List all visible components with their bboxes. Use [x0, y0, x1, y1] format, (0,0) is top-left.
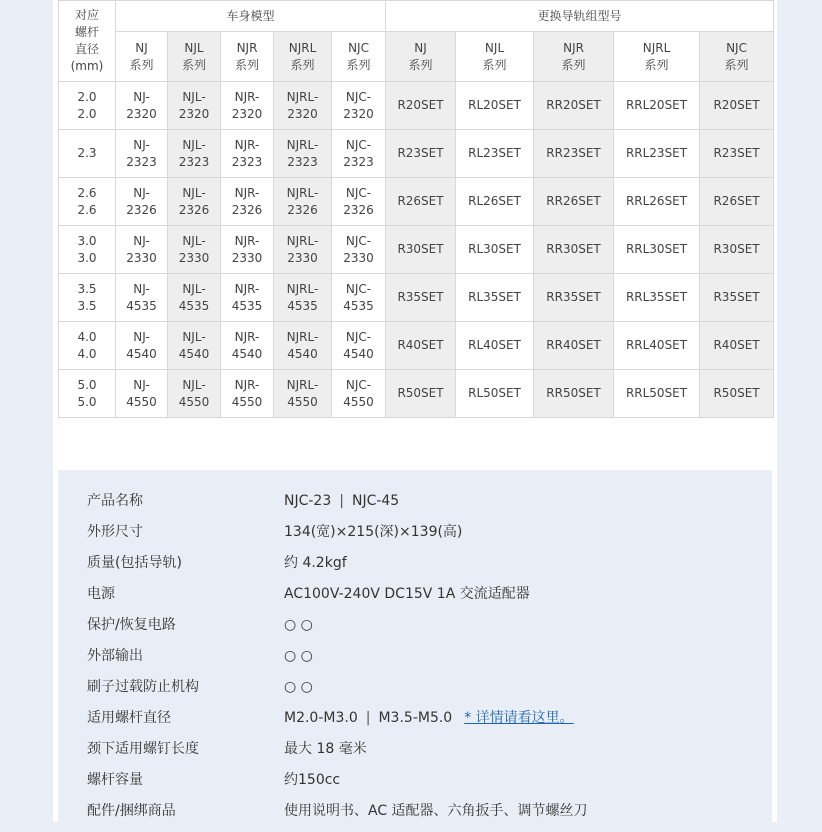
- rail-set-cell: RL20SET: [456, 82, 534, 130]
- body-model-cell: NJC- 4550: [332, 370, 386, 418]
- rail-set-cell: R50SET: [700, 370, 774, 418]
- subheader-rail-series: NJC 系列: [700, 32, 774, 82]
- body-model-cell: NJR- 4535: [221, 274, 274, 322]
- subheader-body-series: NJ 系列: [116, 32, 168, 82]
- diameter-cell: 2.0 2.0: [59, 82, 116, 130]
- body-model-cell: NJL- 4535: [168, 274, 221, 322]
- spec-dimensions: 外形尺寸 134(宽)×215(深)×139(高): [87, 524, 463, 540]
- spec-capacity: 螺杆容量 约150cc: [87, 772, 341, 788]
- rail-set-cell: RR20SET: [534, 82, 614, 130]
- subheader-body-series: NJR 系列: [221, 32, 274, 82]
- body-model-cell: NJL- 4550: [168, 370, 221, 418]
- subheader-rail-series: NJ 系列: [386, 32, 456, 82]
- body-model-cell: NJRL- 4550: [274, 370, 332, 418]
- subheader-rail-series: NJR 系列: [534, 32, 614, 82]
- body-model-cell: NJ- 4550: [116, 370, 168, 418]
- rail-set-cell: RRL35SET: [614, 274, 700, 322]
- rail-set-cell: R26SET: [386, 178, 456, 226]
- body-model-cell: NJC- 2326: [332, 178, 386, 226]
- rail-set-cell: R20SET: [700, 82, 774, 130]
- spec-brush-overload: 刷子过载防止机构 ○ ○: [87, 679, 313, 695]
- rail-set-cell: RR30SET: [534, 226, 614, 274]
- rail-set-cell: R23SET: [386, 130, 456, 178]
- body-model-cell: NJRL- 2320: [274, 82, 332, 130]
- diameter-cell: 3.5 3.5: [59, 274, 116, 322]
- body-model-cell: NJR- 2330: [221, 226, 274, 274]
- rail-set-cell: RL35SET: [456, 274, 534, 322]
- spec-accessories: 配件/捆绑商品 使用说明书、AC 适配器、六角扳手、调节螺丝刀: [87, 803, 588, 819]
- body-model-cell: NJ- 4540: [116, 322, 168, 370]
- rail-set-cell: RL23SET: [456, 130, 534, 178]
- body-model-cell: NJL- 2323: [168, 130, 221, 178]
- body-model-cell: NJRL- 2323: [274, 130, 332, 178]
- diameter-cell: 5.0 5.0: [59, 370, 116, 418]
- details-link[interactable]: * 详情请看这里。: [464, 710, 574, 726]
- body-model-cell: NJC- 2330: [332, 226, 386, 274]
- body-model-cell: NJRL- 4535: [274, 274, 332, 322]
- body-model-cell: NJR- 4540: [221, 322, 274, 370]
- subheader-rail-series: NJRL 系列: [614, 32, 700, 82]
- rail-set-cell: R30SET: [386, 226, 456, 274]
- rail-set-cell: R26SET: [700, 178, 774, 226]
- header-body-model: 车身模型: [116, 1, 386, 32]
- diameter-cell: 2.6 2.6: [59, 178, 116, 226]
- rail-set-cell: RL26SET: [456, 178, 534, 226]
- subheader-rail-series: NJL 系列: [456, 32, 534, 82]
- rail-set-cell: RR26SET: [534, 178, 614, 226]
- body-model-cell: NJ- 2323: [116, 130, 168, 178]
- table-row: [59, 274, 774, 322]
- rail-set-cell: R35SET: [386, 274, 456, 322]
- body-model-cell: NJC- 2323: [332, 130, 386, 178]
- body-model-cell: NJR- 4550: [221, 370, 274, 418]
- header-screw-diameter: 对应 螺杆 直径 (mm): [59, 1, 116, 82]
- rail-set-cell: R35SET: [700, 274, 774, 322]
- rail-set-cell: R50SET: [386, 370, 456, 418]
- diameter-cell: 4.0 4.0: [59, 322, 116, 370]
- rail-set-cell: R30SET: [700, 226, 774, 274]
- body-model-cell: NJC- 4535: [332, 274, 386, 322]
- rail-set-cell: RR40SET: [534, 322, 614, 370]
- table-row: [59, 370, 774, 418]
- rail-set-cell: RRL50SET: [614, 370, 700, 418]
- table-row: [59, 226, 774, 274]
- rail-set-cell: RR50SET: [534, 370, 614, 418]
- spec-protection: 保护/恢复电路 ○ ○: [87, 617, 313, 633]
- body-model-cell: NJ- 2320: [116, 82, 168, 130]
- spec-external-output: 外部输出 ○ ○: [87, 648, 313, 664]
- body-model-cell: NJL- 2330: [168, 226, 221, 274]
- spec-panel: [58, 470, 772, 830]
- body-model-cell: NJR- 2326: [221, 178, 274, 226]
- body-model-cell: NJL- 4540: [168, 322, 221, 370]
- body-model-cell: NJ- 2330: [116, 226, 168, 274]
- body-model-cell: NJ- 4535: [116, 274, 168, 322]
- rail-set-cell: RL40SET: [456, 322, 534, 370]
- rail-set-cell: RR35SET: [534, 274, 614, 322]
- body-model-cell: NJ- 2326: [116, 178, 168, 226]
- table-row: [59, 178, 774, 226]
- header-rail-set: 更换导轨组型号: [386, 1, 774, 32]
- compatibility-table: [58, 0, 774, 418]
- body-model-cell: NJR- 2323: [221, 130, 274, 178]
- body-model-cell: NJC- 2320: [332, 82, 386, 130]
- rail-set-cell: RRL40SET: [614, 322, 700, 370]
- table-row: [59, 322, 774, 370]
- body-model-cell: NJRL- 2326: [274, 178, 332, 226]
- spec-product-name: 产品名称 NJC-23 | NJC-45: [87, 493, 400, 509]
- body-model-cell: NJRL- 2330: [274, 226, 332, 274]
- rail-set-cell: RRL23SET: [614, 130, 700, 178]
- rail-set-cell: RRL26SET: [614, 178, 700, 226]
- spec-mass: 质量(包括导轨) 约 4.2kgf: [87, 555, 347, 571]
- body-model-cell: NJL- 2326: [168, 178, 221, 226]
- rail-set-cell: RR23SET: [534, 130, 614, 178]
- rail-set-cell: R40SET: [700, 322, 774, 370]
- spec-screw-diameter: 适用螺杆直径 M2.0-M3.0 | M3.5-M5.0 * 详情请看这里。: [87, 710, 574, 726]
- body-model-cell: NJC- 4540: [332, 322, 386, 370]
- rail-set-cell: RRL30SET: [614, 226, 700, 274]
- rail-set-cell: RRL20SET: [614, 82, 700, 130]
- rail-set-cell: RL30SET: [456, 226, 534, 274]
- rail-set-cell: R23SET: [700, 130, 774, 178]
- subheader-body-series: NJC 系列: [332, 32, 386, 82]
- table-row: [59, 130, 774, 178]
- diameter-cell: 2.3: [59, 130, 116, 178]
- diameter-cell: 3.0 3.0: [59, 226, 116, 274]
- spec-power: 电源 AC100V-240V DC15V 1A 交流适配器: [87, 586, 530, 602]
- spec-screw-length: 颈下适用螺钉长度 最大 18 毫米: [87, 741, 367, 757]
- body-model-cell: NJR- 2320: [221, 82, 274, 130]
- rail-set-cell: R40SET: [386, 322, 456, 370]
- rail-set-cell: RL50SET: [456, 370, 534, 418]
- body-model-cell: NJRL- 4540: [274, 322, 332, 370]
- subheader-body-series: NJL 系列: [168, 32, 221, 82]
- table-row: [59, 82, 774, 130]
- body-model-cell: NJL- 2320: [168, 82, 221, 130]
- rail-set-cell: R20SET: [386, 82, 456, 130]
- subheader-body-series: NJRL 系列: [274, 32, 332, 82]
